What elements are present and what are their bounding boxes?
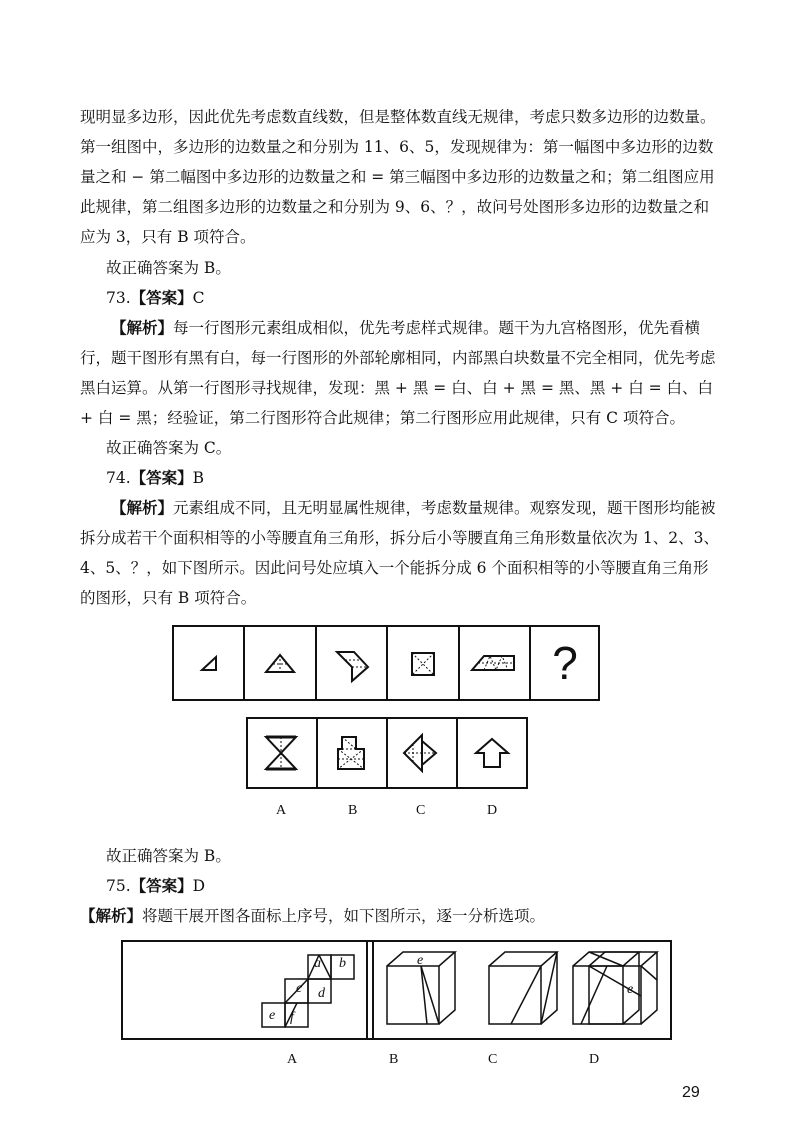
q74-option-label-d: D bbox=[487, 803, 498, 818]
q73-number: 73. bbox=[106, 289, 131, 307]
triangle-two-parts-shape bbox=[266, 655, 294, 672]
q74-number: 74. bbox=[106, 469, 131, 487]
q74-answer: B bbox=[192, 469, 205, 487]
net-face-c: c bbox=[296, 981, 303, 996]
q74-conclusion: 故正确答案为 B。 bbox=[106, 847, 231, 865]
q75-answer-tag: 【答案】 bbox=[130, 876, 193, 895]
cube-d-face-e: e bbox=[627, 982, 634, 997]
option-c-arrow-shape bbox=[404, 735, 436, 771]
q74-analysis-text: 元素组成不同，且无明显属性规律，考虑数量规律。观察发现，题干图形均能被拆分成若干个面积相等的小等腰直角三角形，拆分后小等腰直角三角形数量依次为 1、2、3、4、5、？，如下图所示。因此问号处应填入一个能拆分成 6 个面积相等的小等腰直角三角形的图形，只有 B 项符合。 bbox=[80, 499, 720, 607]
q73-answer-tag: 【答案】 bbox=[130, 288, 193, 307]
q74-analysis bbox=[80, 493, 720, 613]
q74-option-label-a: A bbox=[276, 803, 287, 818]
net-face-f: f bbox=[290, 1010, 294, 1025]
arrow-three-parts-shape bbox=[337, 652, 368, 681]
option-d-cube-svg bbox=[551, 940, 672, 1040]
parallelogram-five-parts-shape bbox=[472, 656, 514, 670]
net-face-d: d bbox=[318, 986, 325, 1001]
q74-answer-line bbox=[106, 463, 204, 493]
page-number: 29 bbox=[682, 1084, 700, 1101]
q75-answer-line bbox=[106, 871, 205, 901]
q74-question-row bbox=[172, 625, 600, 701]
q75-option-label-b: B bbox=[389, 1052, 399, 1067]
option-d-up-arrow-shape bbox=[476, 739, 508, 767]
q74-option-label-b: B bbox=[348, 803, 358, 818]
q73-analysis-tag: 【解析】 bbox=[111, 318, 174, 337]
q75-answer: D bbox=[192, 877, 206, 895]
option-a-hourglass-shape bbox=[266, 737, 296, 769]
small-triangle-shape bbox=[202, 657, 216, 670]
net-face-b: b bbox=[339, 956, 346, 971]
q75-analysis bbox=[80, 901, 545, 931]
q75-analysis-text: 将题干展开图各面标上序号，如下图所示，逐一分析选项。 bbox=[142, 907, 546, 925]
intro-paragraph: 现明显多边形，因此优先考虑数直线数，但是整体数直线无规律，考虑只数多边形的边数量。第一组图中，多边形的边数量之和分别为 11、6、5，发现规律为：第一幅图中多边形的边数量之和 − 第二幅图中多边形的边数量之和 = 第三幅图中多边形的边数量之和；第二组图应用此规律，第二组图多边形的边数量之和分别为 9、6、？，故问号处图形多边形的边数量之和应为 3，只有 B 项符合。 bbox=[80, 108, 716, 246]
net-face-a: a bbox=[314, 956, 321, 971]
q73-answer: C bbox=[192, 289, 205, 307]
q74-options-row-frame bbox=[246, 717, 528, 789]
q73-analysis-text: 每一行图形元素组成相似，优先考虑样式规律。题干为九宫格图形，优先看横行，题干图形有黑有白，每一行图形的外部轮廓相同，内部黑白块数量不完全相同，优先考虑黑白运算。从第一行图形寻找规律，发现：黑 + 黑 = 白、白 + 黑 = 黑、黑 + 白 = 白、白 + 白 = 黑；经验证，第二行图形符合此规律；第二行图形应用此规律，只有 C 项符合。 bbox=[80, 319, 716, 427]
q75-option-label-d: D bbox=[589, 1052, 600, 1067]
q75-option-label-a: A bbox=[287, 1052, 298, 1067]
option-b-cube bbox=[489, 952, 557, 1024]
square-four-parts-shape bbox=[412, 653, 434, 675]
q73-answer-line bbox=[106, 283, 205, 313]
q75-option-label-c: C bbox=[488, 1052, 498, 1067]
cube-a-face-e: e bbox=[417, 953, 424, 968]
q74-options-row bbox=[246, 717, 528, 789]
q73-analysis bbox=[80, 313, 720, 433]
q75-analysis-tag: 【解析】 bbox=[80, 906, 143, 925]
option-b-stepped-shape bbox=[338, 737, 364, 769]
question-mark: ? bbox=[552, 637, 578, 689]
q73-conclusion: 故正确答案为 C。 bbox=[106, 439, 232, 457]
q75-number: 75. bbox=[106, 877, 131, 895]
q75-figure bbox=[121, 940, 672, 1040]
q74-answer-tag: 【答案】 bbox=[130, 468, 193, 487]
net-face-e: e bbox=[269, 1008, 276, 1023]
q74-analysis-tag: 【解析】 bbox=[111, 498, 174, 517]
q74-option-label-c: C bbox=[416, 803, 426, 818]
conclusion-72: 故正确答案为 B。 bbox=[106, 259, 231, 277]
